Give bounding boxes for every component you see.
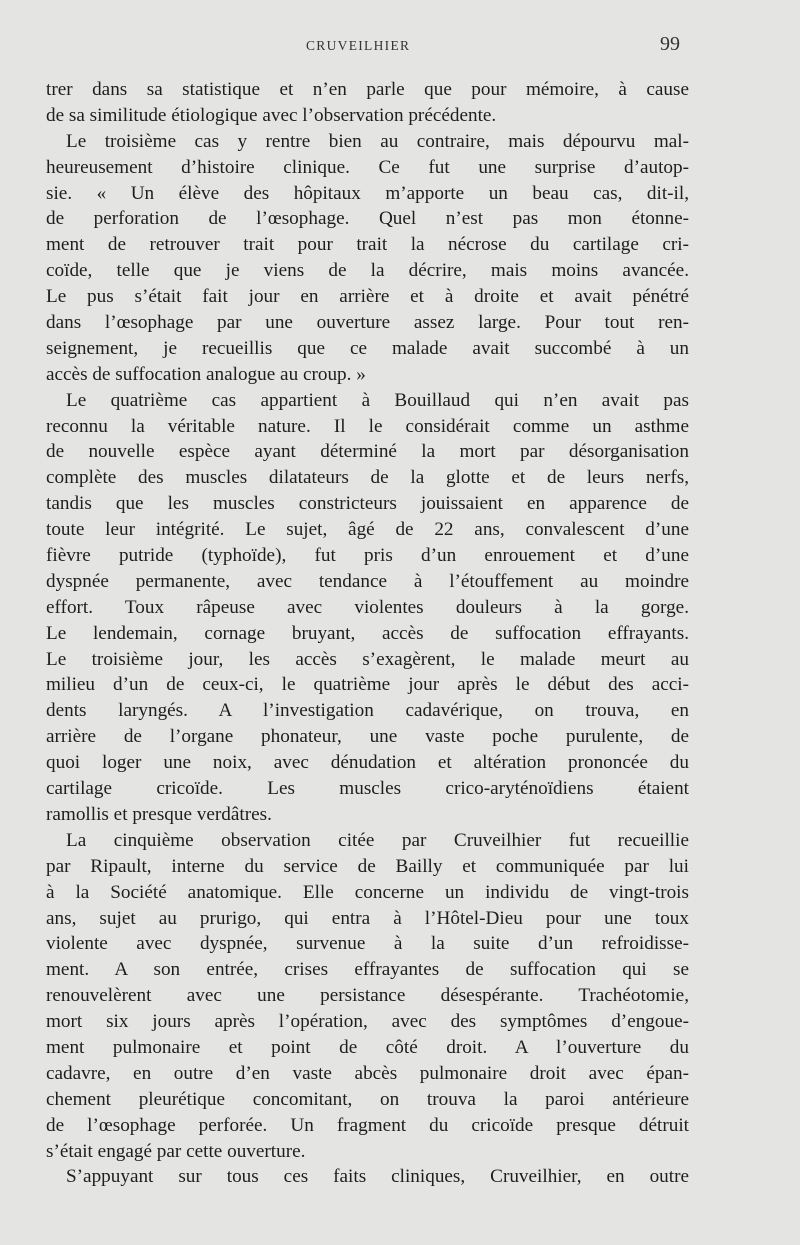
text-line: cadavre, en outre d’en vaste abcès pulmonaire droit avec épan-	[46, 1062, 689, 1084]
text-line: trer dans sa statistique et n’en parle que pour mémoire, à cause	[46, 79, 689, 100]
text-line: cartilage cricoïde. Les muscles crico-aryténoïdiens étaient	[46, 778, 689, 800]
text-line: par Ripault, interne du service de Bailly et communiquée par lui	[46, 855, 689, 877]
text-line: Le troisième jour, les accès s’exagèrent, le malade meurt au	[46, 648, 689, 670]
text-line: s’était engagé par cette ouverture.	[46, 1140, 306, 1162]
text-line: toute leur intégrité. Le sujet, âgé de 22 ans, convalescent d’une	[46, 519, 689, 541]
text-line: fièvre putride (typhoïde), fut pris d’un enrouement et d’une	[46, 545, 689, 567]
text-line: reconnu la véritable nature. Il le considérait comme un asthme	[46, 415, 689, 437]
running-head: CRUVEILHIER	[306, 38, 411, 53]
text-line: quoi loger une noix, avec dénudation et altération prononcée du	[46, 752, 689, 774]
page-number: 99	[660, 33, 680, 55]
text-line: ramollis et presque verdâtres.	[46, 803, 272, 825]
text-line: Le pus s’était fait jour en arrière et à droite et avait pénétré	[46, 286, 689, 308]
text-line: ment pulmonaire et point de côté droit. A l’ouverture du	[46, 1036, 689, 1058]
text-line: ment de retrouver trait pour trait la nécrose du cartilage cri-	[46, 234, 689, 256]
body-text	[46, 77, 689, 1190]
page-header	[0, 30, 800, 60]
text-line: mort six jours après l’opération, avec des symptômes d’engoue-	[46, 1011, 689, 1033]
text-line: dents laryngés. A l’investigation cadavérique, on trouva, en	[46, 700, 689, 722]
text-line: seignement, je recueillis que ce malade avait succombé à un	[46, 337, 689, 359]
text-line: La cinquième observation citée par Cruveilhier fut recueillie	[66, 829, 689, 851]
text-line: Le troisième cas y rentre bien au contraire, mais dépourvu mal-	[66, 130, 689, 152]
text-line: de sa similitude étiologique avec l’observation précédente.	[46, 104, 497, 126]
text-line: Le lendemain, cornage bruyant, accès de suffocation effrayants.	[46, 622, 689, 644]
text-line: milieu d’un de ceux-ci, le quatrième jour après le début des acci-	[46, 674, 689, 696]
text-line: Le quatrième cas appartient à Bouillaud qui n’en avait pas	[66, 389, 689, 411]
text-line: S’appuyant sur tous ces faits cliniques, Cruveilhier, en outre	[66, 1166, 689, 1188]
text-line: chement pleurétique concomitant, on trouva la paroi antérieure	[46, 1088, 689, 1110]
text-line: à la Société anatomique. Elle concerne un individu de vingt-trois	[46, 881, 689, 903]
text-line: heureusement d’histoire clinique. Ce fut une surprise d’autop-	[46, 156, 689, 178]
text-line: renouvelèrent avec une persistance désespérante. Trachéotomie,	[46, 985, 689, 1007]
text-line: sie. « Un élève des hôpitaux m’apporte un beau cas, dit-il,	[46, 182, 689, 204]
text-line: dans l’œsophage par une ouverture assez large. Pour tout ren-	[46, 312, 689, 334]
text-line: ans, sujet au prurigo, qui entra à l’Hôtel-Dieu pour une toux	[46, 907, 689, 929]
text-line: coïde, telle que je viens de la décrire, mais moins avancée.	[46, 260, 689, 282]
text-line: arrière de l’organe phonateur, une vaste poche purulente, de	[46, 726, 689, 748]
text-line: de nouvelle espèce ayant déterminé la mort par désorganisation	[46, 441, 689, 463]
text-line: effort. Toux râpeuse avec violentes douleurs à la gorge.	[46, 596, 689, 618]
text-line: violente avec dyspnée, survenue à la suite d’un refroidisse-	[46, 933, 689, 955]
text-line: ment. A son entrée, crises effrayantes de suffocation qui se	[46, 959, 689, 981]
text-line: de l’œsophage perforée. Un fragment du cricoïde presque détruit	[46, 1114, 689, 1136]
text-line: tandis que les muscles constricteurs jouissaient en apparence de	[46, 493, 689, 515]
text-line: accès de suffocation analogue au croup. »	[46, 363, 366, 385]
text-line: dyspnée permanente, avec tendance à l’étouffement au moindre	[46, 570, 689, 592]
text-line: de perforation de l’œsophage. Quel n’est pas mon étonne-	[46, 208, 689, 230]
text-line: complète des muscles dilatateurs de la glotte et de leurs nerfs,	[46, 467, 689, 489]
